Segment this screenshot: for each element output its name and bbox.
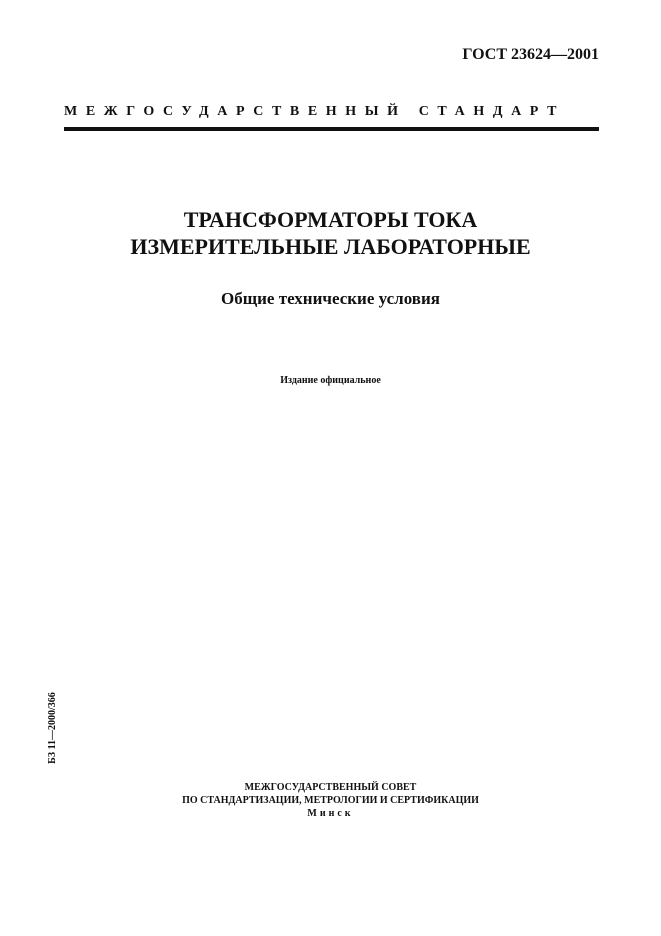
header-rule bbox=[64, 127, 599, 131]
document-title bbox=[0, 206, 661, 260]
publisher-line-1: МЕЖГОСУДАРСТВЕННЫЙ СОВЕТ bbox=[244, 782, 417, 793]
edition-note: Издание официальное bbox=[280, 375, 381, 386]
title-line-2: ИЗМЕРИТЕЛЬНЫЕ ЛАБОРАТОРНЫЕ bbox=[130, 234, 531, 259]
title-line-1: ТРАНСФОРМАТОРЫ ТОКА bbox=[183, 207, 478, 232]
document-number: ГОСТ 23624—2001 bbox=[462, 46, 599, 63]
publisher-block bbox=[0, 781, 661, 820]
registry-side-note: БЗ 11—2000/366 bbox=[47, 692, 58, 764]
publisher-line-2: ПО СТАНДАРТИЗАЦИИ, МЕТРОЛОГИИ И СЕРТИФИКАЦИИ bbox=[182, 795, 479, 806]
document-subtitle: Общие технические условия bbox=[221, 289, 440, 308]
publisher-city: Минск bbox=[307, 808, 354, 819]
standard-type-heading: МЕЖГОСУДАРСТВЕННЫЙ СТАНДАРТ bbox=[64, 104, 566, 119]
